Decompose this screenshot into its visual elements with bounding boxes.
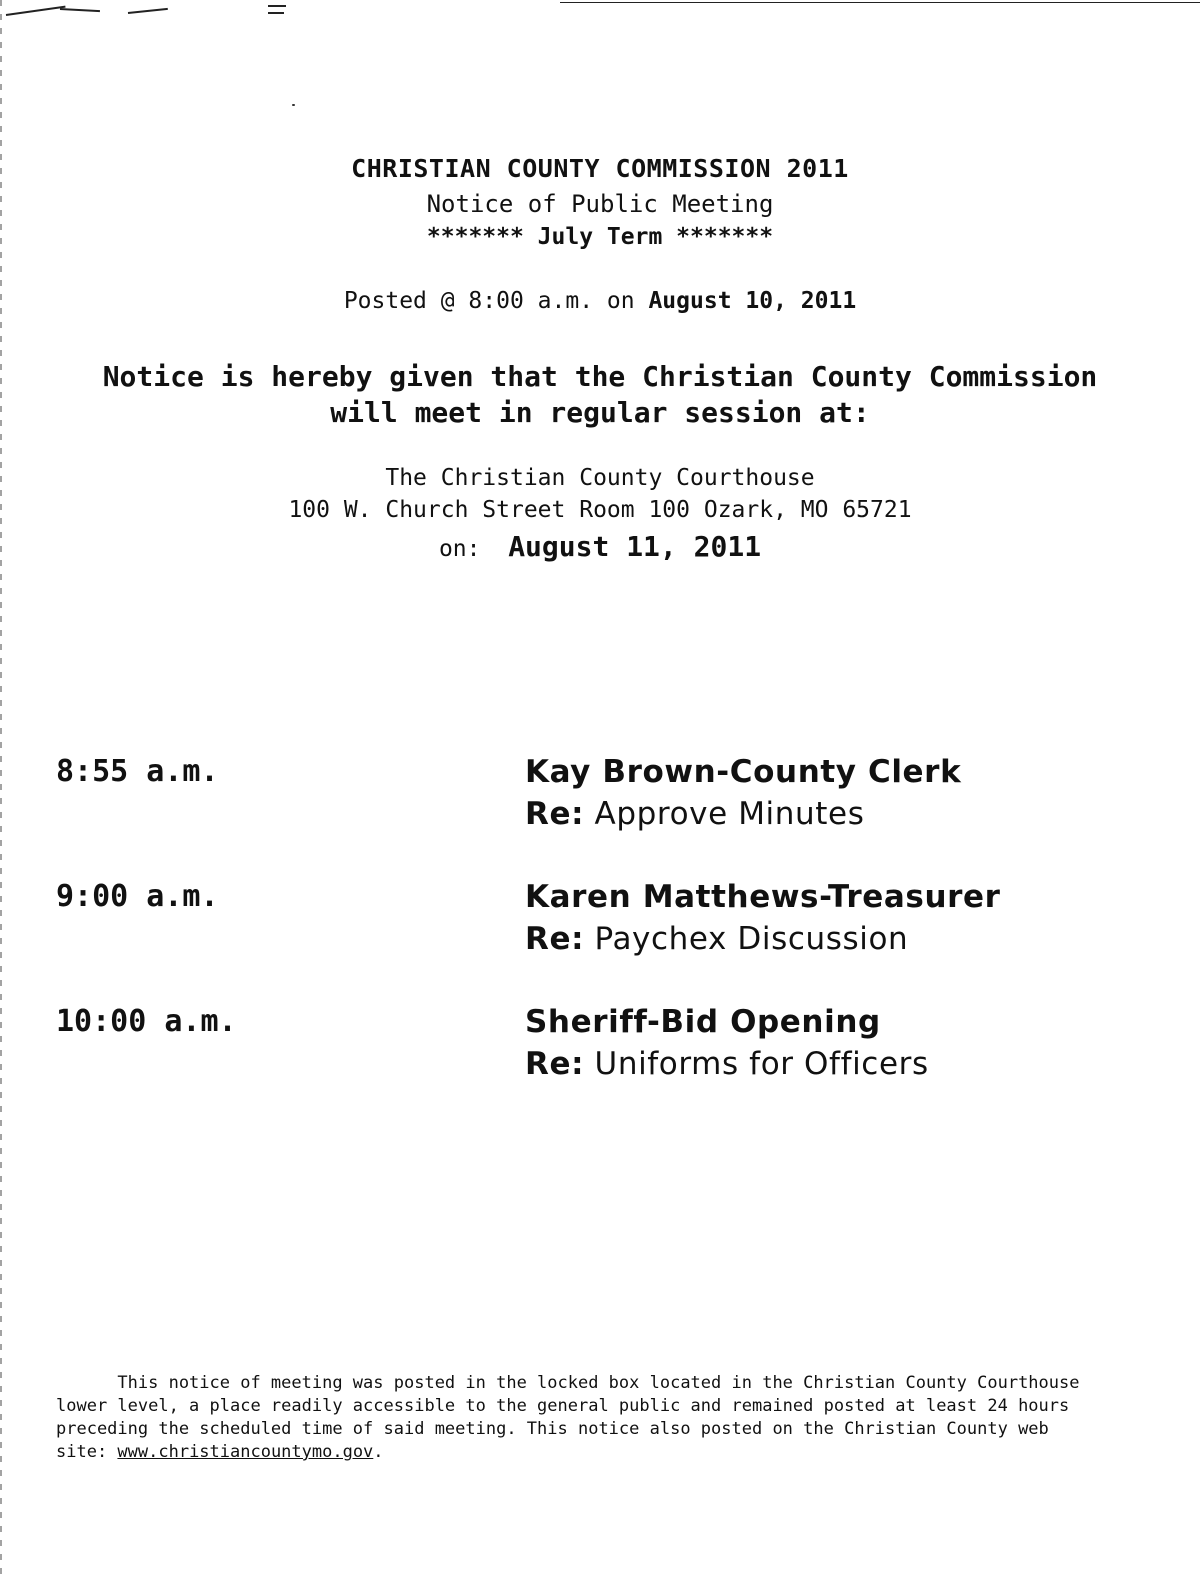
agenda-topic: [525, 1046, 929, 1082]
notice-line-2: will meet in regular session at:: [330, 396, 870, 429]
scan-mark: [268, 12, 284, 14]
agenda-item: [0, 1004, 1200, 1094]
posting-line-2: lower level, a place readily accessible to the general public and remained posted at least 24 hours: [56, 1396, 1070, 1416]
agenda-topic: [525, 796, 864, 832]
agenda-time: 8:55 a.m.: [56, 754, 219, 789]
posted-line: [0, 288, 1200, 314]
agenda-re-label: Re:: [525, 921, 585, 957]
scan-mark: [128, 8, 168, 14]
posting-line-1: This notice of meeting was posted in the locked box located in the Christian County Courthouse: [56, 1373, 1080, 1393]
scan-mark: [6, 6, 66, 16]
posted-prefix: Posted @ 8:00 a.m. on: [343, 288, 649, 314]
agenda-re-label: Re:: [525, 1046, 585, 1082]
posting-line-4-prefix: site:: [56, 1442, 118, 1462]
agenda-item: [0, 754, 1200, 844]
posting-line-3: preceding the scheduled time of said meeting. This notice also posted on the Christian County web: [56, 1419, 1049, 1439]
meeting-address: 100 W. Church Street Room 100 Ozark, MO 65721: [288, 497, 912, 523]
scan-mark: [60, 8, 100, 12]
posting-line-4-suffix: .: [373, 1442, 384, 1462]
meeting-date-label: on:: [438, 536, 509, 562]
scan-border-line: [560, 2, 1200, 3]
agenda-re-label: Re:: [525, 796, 585, 832]
agenda-item: [0, 879, 1200, 969]
agenda-presenter: Karen Matthews-Treasurer: [525, 879, 1001, 915]
meeting-date-line: [0, 530, 1200, 563]
agenda-re-text: Uniforms for Officers: [584, 1046, 929, 1082]
notice-line-1: Notice is hereby given that the Christian County Commission: [102, 360, 1098, 393]
agenda-topic: [525, 921, 908, 957]
agenda-time: 9:00 a.m.: [56, 879, 219, 914]
agenda-re-text: Approve Minutes: [584, 796, 865, 832]
scan-mark: [268, 5, 286, 7]
page-title: CHRISTIAN COUNTY COMMISSION 2011: [351, 154, 849, 183]
posted-date: August 10, 2011: [648, 288, 857, 314]
meeting-building: The Christian County Courthouse: [385, 465, 815, 491]
agenda-re-text: Paychex Discussion: [584, 921, 909, 957]
agenda-time: 10:00 a.m.: [56, 1004, 237, 1039]
posting-statement: [56, 1372, 1156, 1464]
scan-speck: [292, 104, 295, 106]
agenda-presenter: Kay Brown-County Clerk: [525, 754, 962, 790]
website-link[interactable]: www.christiancountymo.gov: [117, 1442, 374, 1462]
page-subtitle: Notice of Public Meeting: [426, 190, 774, 218]
agenda-presenter: Sheriff-Bid Opening: [525, 1004, 881, 1040]
meeting-date: August 11, 2011: [508, 530, 762, 563]
term-label: ******* July Term *******: [426, 224, 774, 250]
